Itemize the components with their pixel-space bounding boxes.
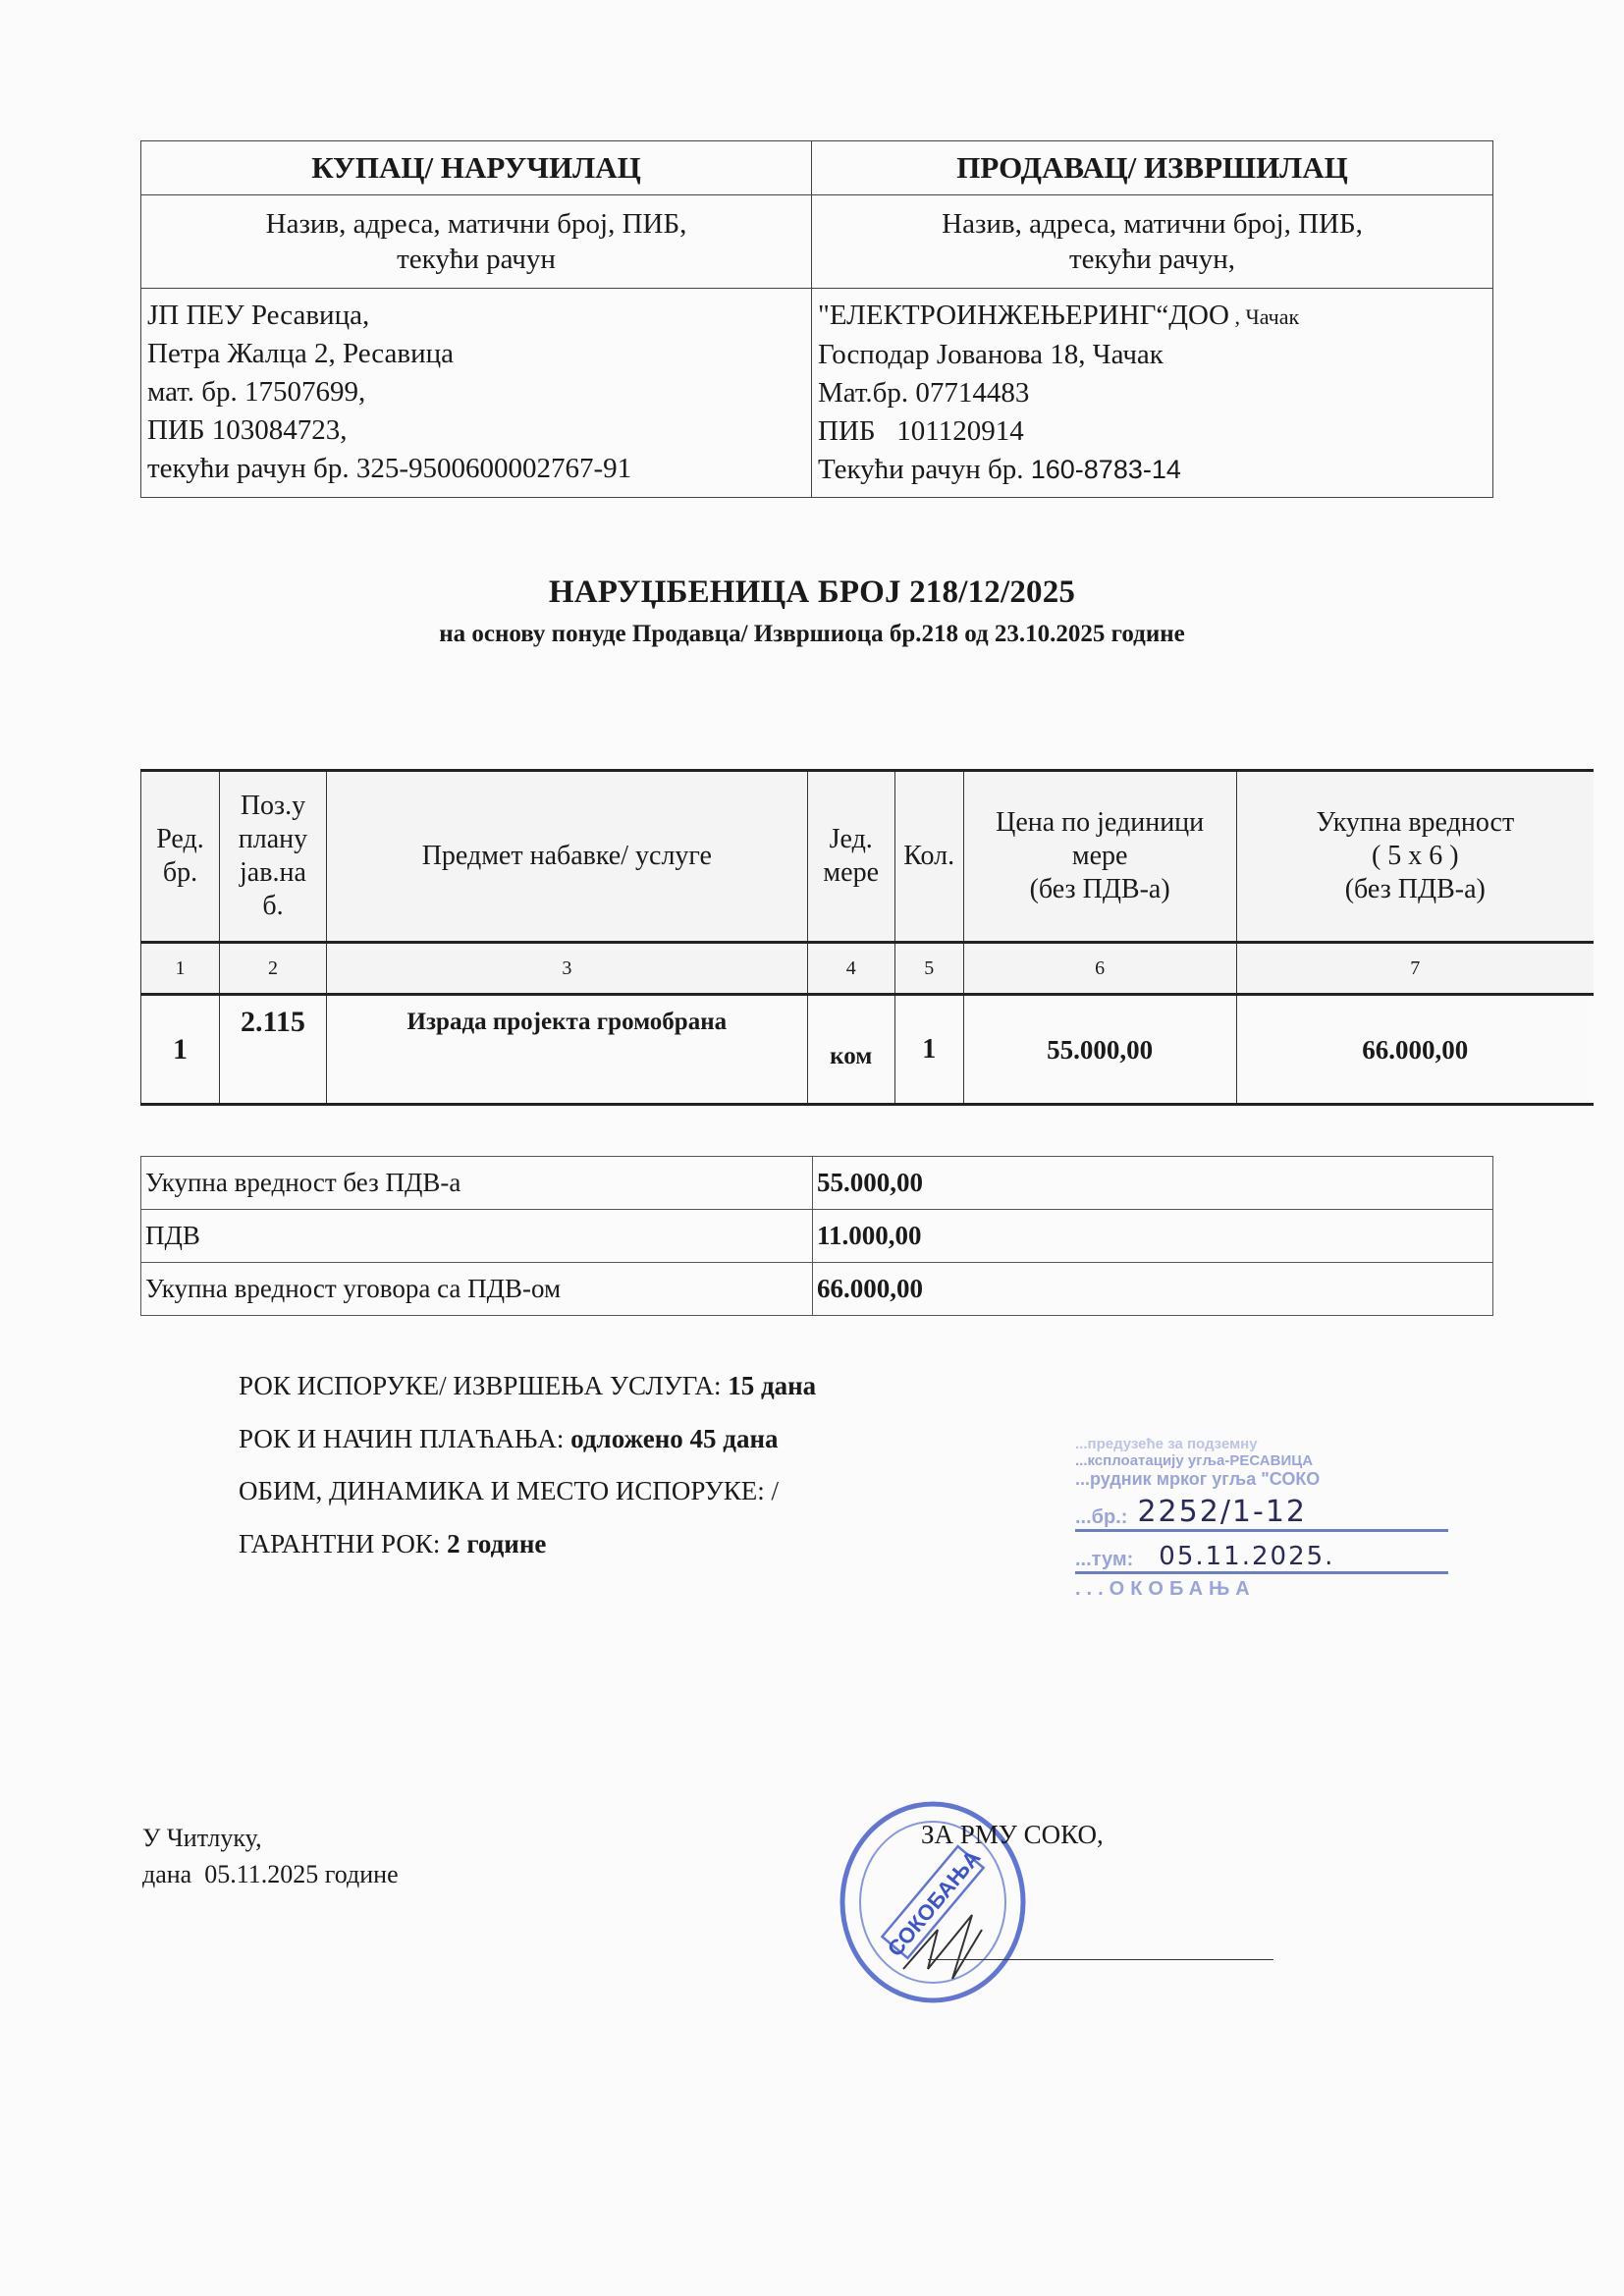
header-unit-price: Цена по јединици мере (без ПДВ-а) bbox=[963, 771, 1236, 943]
stamp-line: ...рудник мрког угља "СОКО bbox=[1075, 1469, 1321, 1489]
column-number: 4 bbox=[807, 943, 894, 995]
buyer-details bbox=[141, 289, 812, 498]
header-unit: Јед. мере bbox=[807, 771, 894, 943]
column-number: 2 bbox=[219, 943, 326, 995]
row-number: 1 bbox=[141, 995, 220, 1105]
buyer-account: текући рачун бр. 325-9500600002767-91 bbox=[147, 453, 632, 484]
table-row bbox=[141, 995, 1595, 1105]
seller-pib: ПИБ 101120914 bbox=[818, 415, 1024, 447]
header-plan-position: Поз.у плану јав.на б. bbox=[219, 771, 326, 943]
delivery-scope: ОБИМ, ДИНАМИКА И МЕСТО ИСПОРУКЕ: / bbox=[239, 1476, 780, 1505]
column-number: 6 bbox=[963, 943, 1236, 995]
buyer-name: ЈП ПЕУ Ресавица, bbox=[147, 300, 370, 331]
plan-position: 2.115 bbox=[219, 995, 326, 1105]
seller-company: "ЕЛЕКТРОИНЖЕЊЕРИНГ“ДОО bbox=[818, 300, 1229, 331]
seller-city: , Чачак bbox=[1228, 304, 1300, 329]
item-qty: 1 bbox=[894, 995, 963, 1105]
stamp-ref-number: 2252/1-12 bbox=[1137, 1495, 1308, 1529]
totals-table bbox=[140, 1156, 1493, 1316]
item-total: 66.000,00 bbox=[1236, 995, 1594, 1105]
total-row-net bbox=[141, 1157, 1493, 1210]
total-value: 66.000,00 bbox=[813, 1263, 1493, 1316]
column-number: 1 bbox=[141, 943, 220, 995]
buyer-subheading-line: текући рачун bbox=[397, 244, 556, 275]
items-header-row bbox=[141, 771, 1595, 943]
seller-account-number: 160-8783-14 bbox=[1030, 455, 1181, 484]
seller-account-label: Текући рачун бр. bbox=[818, 454, 1031, 485]
header-description: Предмет набавке/ услуге bbox=[326, 771, 807, 943]
total-row-vat bbox=[141, 1210, 1493, 1263]
signature-line bbox=[928, 1959, 1273, 1960]
stamp-line: ...предузеће за подземну bbox=[1075, 1436, 1258, 1452]
header-qty: Кол. bbox=[894, 771, 963, 943]
delivery-term: РОК ИСПОРУКЕ/ ИЗВРШЕЊА УСЛУГА: 15 дана bbox=[239, 1371, 817, 1400]
buyer-address: Петра Жалца 2, Ресавица bbox=[147, 338, 455, 369]
seller-heading: ПРОДАВАЦ/ ИЗВРШИЛАЦ bbox=[812, 141, 1493, 195]
seller-address: Господар Јованова 18, Чачак bbox=[818, 339, 1164, 370]
seller-name bbox=[818, 297, 1487, 336]
seller-reg-no: Мат.бр. 07714483 bbox=[818, 377, 1030, 409]
seller-subheading-line: текући рачун, bbox=[1068, 244, 1236, 275]
column-number: 7 bbox=[1236, 943, 1594, 995]
item-unit: ком bbox=[807, 995, 894, 1105]
seller-subheading-line: Назив, адреса, матични број, ПИБ, bbox=[942, 208, 1363, 240]
item-description: Израда пројекта громобрана bbox=[326, 995, 807, 1105]
items-table bbox=[140, 769, 1594, 1106]
column-number: 3 bbox=[326, 943, 807, 995]
stamp-ref-row: ...бр.: 2252/1-12 bbox=[1075, 1490, 1448, 1532]
stamp-line: ...ксплоатацију угља-РЕСАВИЦА bbox=[1075, 1452, 1314, 1469]
total-row-gross bbox=[141, 1263, 1493, 1316]
stamp-city: ...ОКОБАЊА bbox=[1075, 1578, 1256, 1600]
seller-subheading bbox=[812, 195, 1493, 289]
total-label: Укупна вредност уговора са ПДВ-ом bbox=[141, 1263, 813, 1316]
column-number: 5 bbox=[894, 943, 963, 995]
total-label: Укупна вредност без ПДВ-а bbox=[141, 1157, 813, 1210]
parties-table bbox=[140, 140, 1493, 498]
warranty-term: ГАРАНТНИ РОК: 2 године bbox=[239, 1528, 547, 1558]
order-terms bbox=[239, 1360, 816, 1570]
receipt-stamp bbox=[1075, 1436, 1488, 1601]
column-number-row bbox=[141, 943, 1595, 995]
order-title: НАРУЏБЕНИЦА БРОЈ 218/12/2025 bbox=[548, 574, 1076, 610]
buyer-reg-no: мат. бр. 17507699, bbox=[147, 376, 366, 408]
seller-account bbox=[818, 451, 1487, 489]
stamp-date-row: ...тум: 05.11.2025. bbox=[1075, 1532, 1448, 1574]
stamp-date: 05.11.2025. bbox=[1159, 1542, 1335, 1571]
header-total: Укупна вредност ( 5 x 6 ) (без ПДВ-а) bbox=[1236, 771, 1594, 943]
item-unit-price: 55.000,00 bbox=[963, 995, 1236, 1105]
buyer-subheading bbox=[141, 195, 812, 289]
issue-date: дана 05.11.2025 године bbox=[142, 1860, 399, 1888]
header-row-number: Ред. бр. bbox=[141, 771, 220, 943]
place-label: У Читлуку, bbox=[142, 1824, 262, 1852]
buyer-subheading-line: Назив, адреса, матични број, ПИБ, bbox=[265, 208, 687, 240]
svg-text:СОКОБАЊА: СОКОБАЊА bbox=[882, 1844, 986, 1961]
total-label: ПДВ bbox=[141, 1210, 813, 1263]
seller-details bbox=[812, 289, 1493, 498]
buyer-heading: КУПАЦ/ НАРУЧИЛАЦ bbox=[141, 141, 812, 195]
place-date bbox=[142, 1820, 399, 1892]
signatory-label: ЗА РМУ СОКО, bbox=[921, 1820, 1104, 1849]
payment-term: РОК И НАЧИН ПЛАЋАЊА: одложено 45 дана bbox=[239, 1423, 779, 1453]
total-value: 11.000,00 bbox=[813, 1210, 1493, 1263]
buyer-pib: ПИБ 103084723, bbox=[147, 414, 348, 446]
order-subtitle: на основу понуде Продавца/ Извршиоца бр.218 од 23.10.2025 године bbox=[439, 621, 1185, 647]
total-value: 55.000,00 bbox=[813, 1157, 1493, 1210]
